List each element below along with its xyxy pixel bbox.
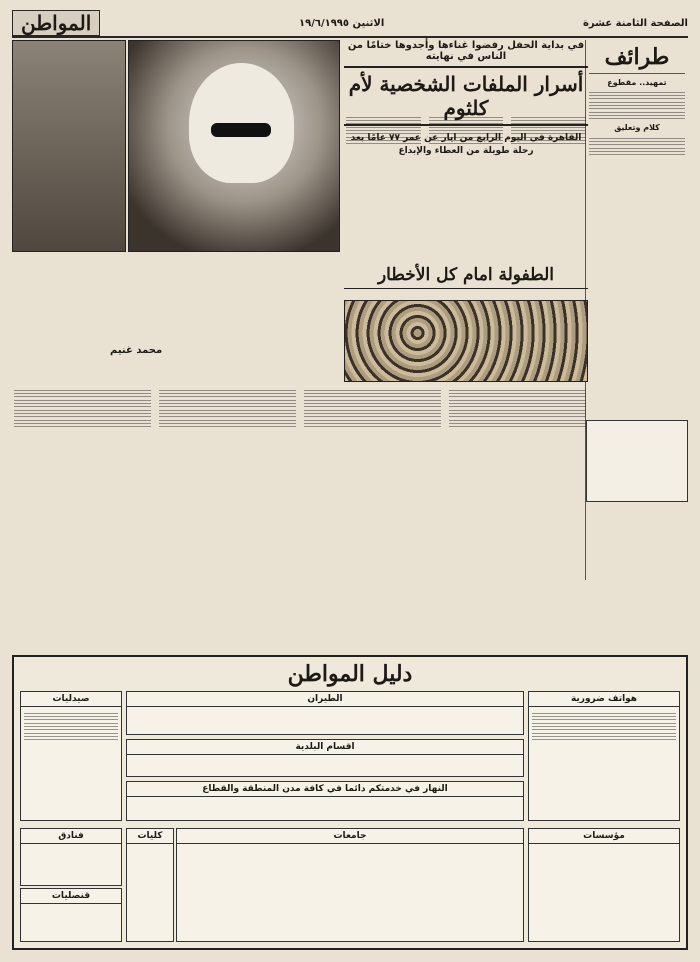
deck: القاهرة في اليوم الرابع من ايار عن عمر ٧٧ عامًا بعد رحلة طويلة من العطاء والإبداع bbox=[350, 133, 582, 156]
airlines-title: الطيران bbox=[127, 692, 523, 707]
byline: محمد غنيم bbox=[110, 345, 163, 356]
masthead: المواطن bbox=[12, 10, 100, 36]
text-lines bbox=[589, 92, 685, 99]
subhead: الطفولة امام كل الأخطار bbox=[344, 265, 588, 289]
colleges-box bbox=[126, 828, 174, 942]
overline: في بداية الحفل رفضوا غناءها وأجدوها ختامًا من الناس في نهايته bbox=[347, 40, 585, 62]
institutions-box bbox=[528, 828, 680, 942]
text-lines bbox=[589, 102, 685, 109]
institutions-title: مؤسسات bbox=[529, 829, 679, 844]
cartoon-image bbox=[586, 420, 688, 502]
guide-title: دليل المواطن bbox=[287, 661, 413, 687]
municipality-box bbox=[126, 739, 524, 777]
text-lines bbox=[589, 148, 685, 155]
text-column bbox=[509, 112, 588, 272]
text-column bbox=[12, 385, 153, 635]
side-photo bbox=[12, 40, 126, 252]
text-column bbox=[427, 112, 506, 272]
text-lines bbox=[589, 112, 685, 119]
text-column bbox=[302, 385, 443, 635]
consulates-title: قنصليات bbox=[21, 889, 121, 904]
page-header bbox=[12, 10, 688, 38]
sunglasses-shape bbox=[211, 123, 271, 137]
universities-box bbox=[176, 828, 524, 942]
pharmacies-title: صيدليات bbox=[21, 692, 121, 707]
text-column bbox=[344, 112, 423, 272]
hotels-title: فنادق bbox=[21, 829, 121, 844]
main-photo bbox=[128, 40, 340, 252]
pharmacies-box bbox=[20, 691, 122, 821]
colleges-title: كليات bbox=[127, 829, 173, 844]
sidebar-tail: كلام وتعليق bbox=[614, 123, 660, 133]
date: الاثنين ١٩/٦/١٩٩٥ bbox=[298, 17, 385, 29]
article-columns bbox=[344, 112, 588, 272]
headline: أسرار الملفات الشخصية لأم كلثوم bbox=[344, 66, 588, 126]
leopard-photo bbox=[344, 300, 588, 382]
citizen-guide bbox=[12, 655, 688, 950]
phones-title: هواتف ضرورية bbox=[529, 692, 679, 707]
sidebar-title: طرائف bbox=[589, 43, 685, 74]
text-column bbox=[157, 385, 298, 635]
consulates-box bbox=[20, 888, 122, 942]
airlines-box bbox=[126, 691, 524, 735]
text-column bbox=[447, 385, 588, 635]
body-columns bbox=[12, 385, 588, 635]
sidebar-note: تمهيد.. مقطوع bbox=[607, 77, 667, 87]
phones-box bbox=[528, 691, 680, 821]
municipality-title: اقسام البلدية bbox=[127, 740, 523, 755]
text-lines bbox=[589, 138, 685, 145]
hotels-box bbox=[20, 828, 122, 886]
page-label: الصفحة الثامنة عشرة bbox=[583, 17, 688, 29]
banner-text: النهار في خدمتكم دائما في كافة مدن المنطقة والقطاع bbox=[127, 782, 523, 797]
banner-box bbox=[126, 781, 524, 821]
universities-title: جامعات bbox=[177, 829, 523, 844]
